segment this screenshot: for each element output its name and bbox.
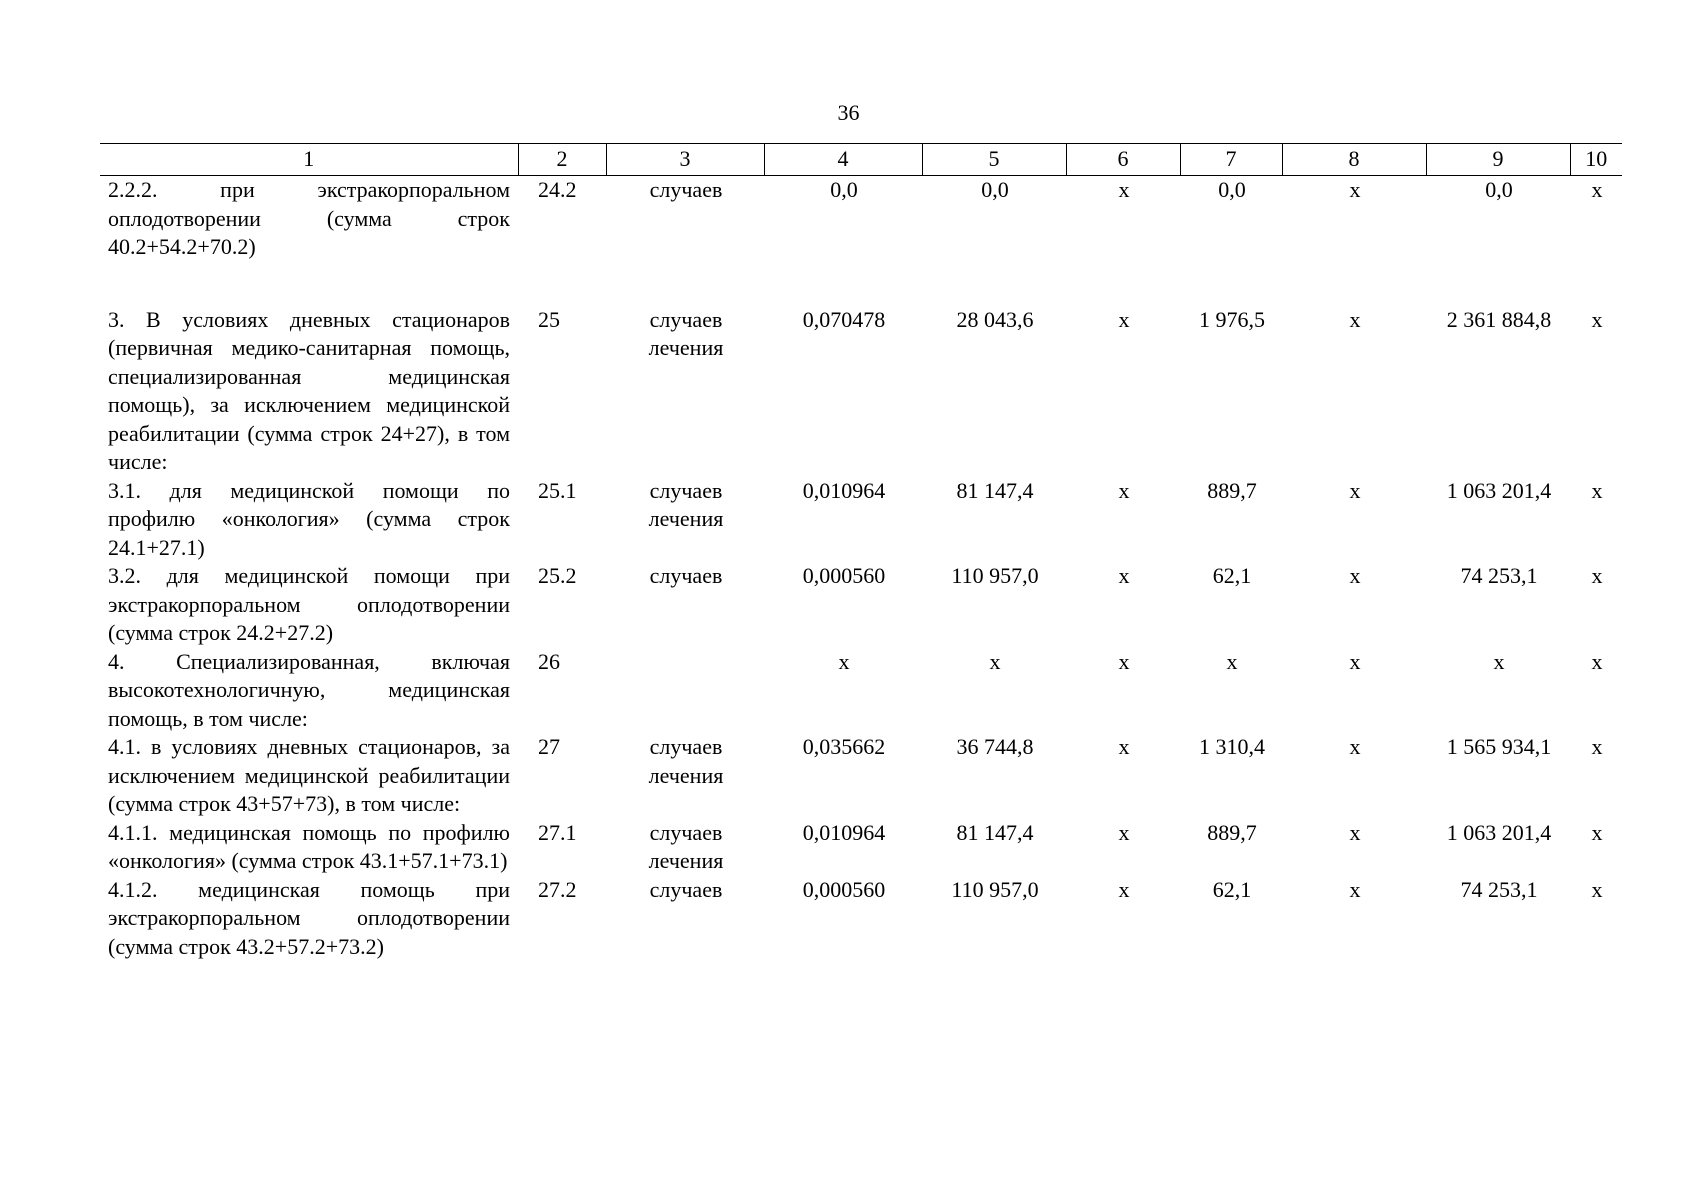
row-name-cell: 4.1.2. медицинская помощь при экстракорпоральном оплодотворении (сумма строк 43.2+57.2+73.2): [108, 876, 510, 959]
row-value-cell: 889,7: [1207, 819, 1257, 845]
row-value-cell: х: [1591, 477, 1603, 503]
row-unit-cell: [606, 648, 764, 734]
column-header: 10: [1570, 144, 1622, 176]
row-value-cell: 0,070478: [802, 306, 886, 332]
table-row: [100, 819, 1622, 876]
row-value-cell: х: [1118, 477, 1130, 503]
row-value-cell: х: [1349, 477, 1361, 503]
table-row: [100, 562, 1622, 648]
row-code-cell: 27.1: [538, 819, 577, 845]
row-value-cell: 81 147,4: [956, 819, 1034, 845]
row-code-cell: 25: [538, 306, 560, 332]
row-value-cell: х: [1349, 734, 1361, 759]
row-unit-cell: случаев: [649, 177, 723, 202]
row-value-cell: 0,035662: [802, 734, 886, 759]
row-value-cell: 1 063 201,4: [1446, 477, 1552, 503]
row-value-cell: 1 063 201,4: [1446, 819, 1552, 845]
row-value-cell: х: [1591, 819, 1603, 845]
row-code-cell: 27.2: [538, 876, 577, 902]
row-value-cell: х: [1591, 306, 1603, 332]
row-value-cell: х: [1118, 306, 1130, 332]
row-value-cell: х: [1118, 648, 1130, 674]
row-value-cell: х: [1349, 819, 1361, 845]
row-value-cell: 0,0: [830, 177, 858, 202]
row-value-cell: 74 253,1: [1460, 563, 1538, 588]
row-name-cell: 3. В условиях дневных стационаров (первичная медико-санитарная помощь, специализированная медицинская помощь), за исключением медицинской реабилитации (сумма строк 24+27), в том числе:: [108, 306, 510, 474]
row-value-cell: х: [1349, 306, 1361, 332]
row-value-cell: 0,0: [981, 177, 1009, 202]
column-header: 5: [922, 144, 1066, 176]
row-value-cell: х: [1118, 734, 1130, 759]
table-row: [100, 176, 1622, 306]
row-value-cell: х: [1591, 177, 1603, 202]
column-header: 3: [606, 144, 764, 176]
column-header: 2: [518, 144, 606, 176]
row-name-cell: 2.2.2. при экстракорпоральном оплодотворении (сумма строк 40.2+54.2+70.2): [108, 177, 510, 259]
row-name-cell: 4.1. в условиях дневных стационаров, за исключением медицинской реабилитации (сумма строк 43+57+73), в том числе:: [108, 734, 510, 816]
row-value-cell: х: [1349, 177, 1361, 202]
row-unit-cell: случаев лечения: [648, 734, 724, 788]
column-header: 1: [100, 144, 518, 176]
row-value-cell: 74 253,1: [1460, 876, 1538, 902]
row-unit-cell: случаев: [649, 563, 723, 588]
table-row: [100, 733, 1622, 819]
row-value-cell: х: [838, 648, 850, 674]
header-row: [100, 144, 1622, 176]
row-unit-cell: случаев лечения: [648, 819, 724, 873]
row-value-cell: 81 147,4: [956, 477, 1034, 503]
row-value-cell: х: [1591, 648, 1603, 674]
row-name-cell: 3.2. для медицинской помощи при экстракорпоральном оплодотворении (сумма строк 24.2+27.2): [108, 563, 510, 645]
row-value-cell: 1 976,5: [1199, 306, 1265, 332]
row-name-cell: 4. Специализированная, включая высокотехнологичную, медицинская помощь, в том числе:: [108, 648, 510, 731]
row-value-cell: х: [1493, 648, 1505, 674]
row-value-cell: х: [1591, 734, 1603, 759]
row-value-cell: х: [1226, 648, 1238, 674]
column-header: 9: [1426, 144, 1570, 176]
row-value-cell: х: [989, 648, 1001, 674]
row-value-cell: 889,7: [1207, 477, 1257, 503]
row-value-cell: 2 361 884,8: [1446, 306, 1552, 332]
row-value-cell: 110 957,0: [951, 563, 1039, 588]
table-row: [100, 876, 1622, 962]
row-value-cell: 0,0: [1485, 177, 1513, 202]
row-unit-cell: случаев: [649, 876, 723, 902]
row-unit-cell: случаев лечения: [648, 477, 724, 531]
row-value-cell: 0,010964: [802, 819, 886, 845]
column-header: 4: [764, 144, 922, 176]
row-value-cell: 1 310,4: [1199, 734, 1265, 759]
column-header: 8: [1282, 144, 1426, 176]
row-name-cell: 3.1. для медицинской помощи по профилю «онкология» (сумма строк 24.1+27.1): [108, 477, 510, 560]
row-value-cell: 0,0: [1218, 177, 1246, 202]
row-value-cell: х: [1349, 876, 1361, 902]
table-row: [100, 477, 1622, 563]
table-row: [100, 648, 1622, 734]
row-value-cell: х: [1591, 563, 1603, 588]
row-value-cell: 0,000560: [802, 563, 886, 588]
row-value-cell: 62,1: [1212, 876, 1252, 902]
row-value-cell: 0,000560: [802, 876, 886, 902]
row-value-cell: х: [1118, 819, 1130, 845]
row-value-cell: 28 043,6: [956, 306, 1034, 332]
row-code-cell: 26: [538, 648, 560, 674]
row-value-cell: х: [1118, 563, 1130, 588]
column-header: 7: [1180, 144, 1282, 176]
row-value-cell: х: [1591, 876, 1603, 902]
row-code-cell: 24.2: [538, 177, 577, 202]
row-value-cell: х: [1349, 648, 1361, 674]
row-value-cell: х: [1118, 876, 1130, 902]
row-value-cell: 1 565 934,1: [1446, 734, 1552, 759]
table-row: [100, 306, 1622, 477]
row-code-cell: 25.2: [538, 563, 577, 588]
row-code-cell: 25.1: [538, 477, 577, 503]
row-value-cell: 110 957,0: [951, 876, 1039, 902]
data-table: [100, 143, 1622, 961]
row-value-cell: 0,010964: [802, 477, 886, 503]
column-header: 6: [1066, 144, 1180, 176]
row-name-cell: 4.1.1. медицинская помощь по профилю «онкология» (сумма строк 43.1+57.1+73.1): [108, 819, 510, 873]
row-value-cell: 36 744,8: [956, 734, 1034, 759]
row-unit-cell: случаев лечения: [648, 306, 724, 360]
row-value-cell: х: [1118, 177, 1130, 202]
row-value-cell: 62,1: [1212, 563, 1252, 588]
page-number: 36: [837, 100, 860, 125]
row-value-cell: х: [1349, 563, 1361, 588]
row-code-cell: 27: [538, 734, 560, 759]
